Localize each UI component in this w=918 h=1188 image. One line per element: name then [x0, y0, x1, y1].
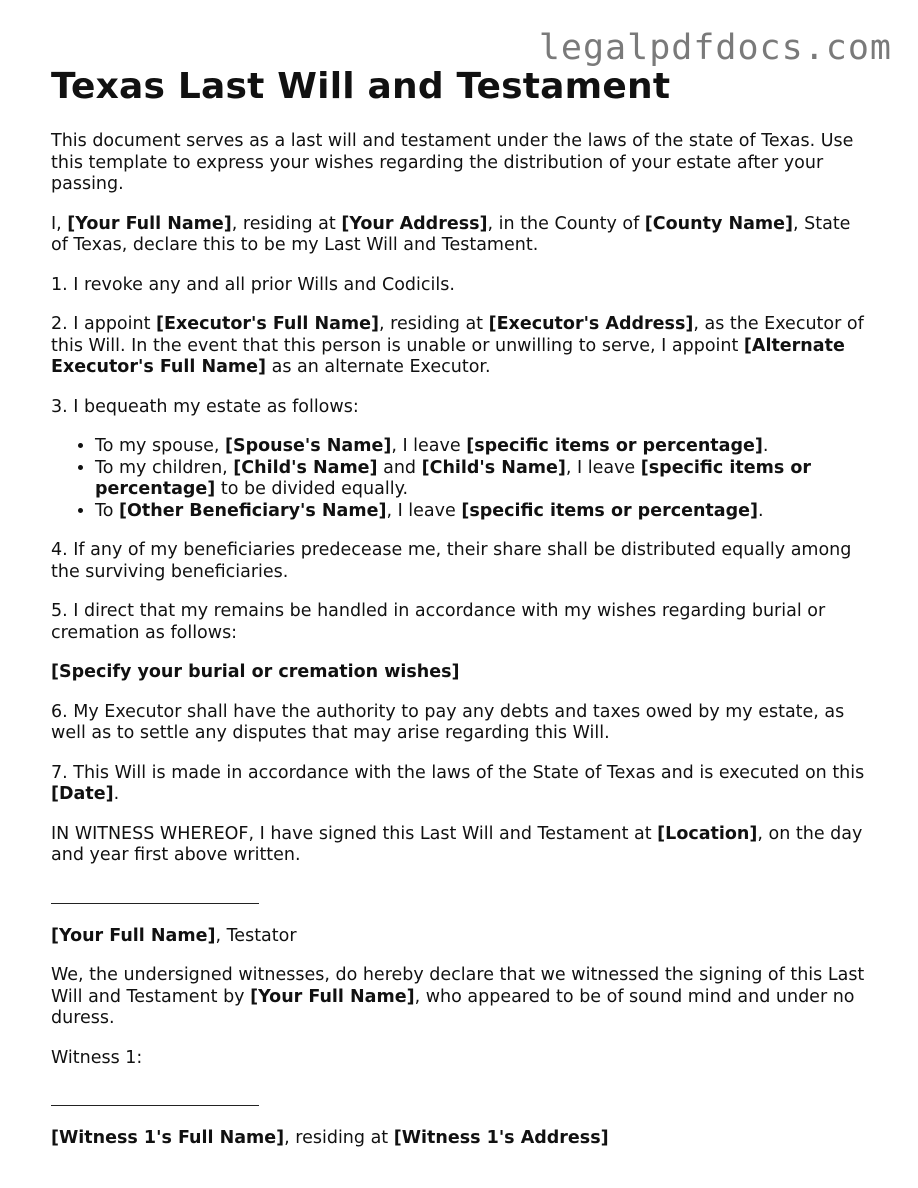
bequest-other: • To [Other Beneficiary's Name], I leave [specific items or percentage]. [95, 501, 866, 523]
clause-7: 7. This Will is made in accordance with the laws of the State of Texas and is executed on this [Date]. [51, 762, 865, 804]
watermark: legalpdfdocs.com [538, 28, 892, 68]
witness-1-label: Witness 1: [51, 1047, 143, 1068]
testator-name-placeholder: [Your Full Name] [67, 213, 232, 234]
page-title: Texas Last Will and Testament [51, 66, 671, 107]
testator-signature-label: [Your Full Name], Testator [51, 925, 297, 946]
alternate-executor-placeholder: [Alternate Executor's Full Name] [51, 335, 845, 377]
clause-3: 3. I bequeath my estate as follows: [51, 396, 359, 417]
burial-wishes-placeholder: [Specify your burial or cremation wishes] [51, 662, 460, 682]
clause-4: 4. If any of my beneficiaries predecease me, their share shall be distributed equally among the surviving beneficiaries. [51, 540, 852, 582]
address-placeholder: [Your Address] [341, 213, 488, 234]
bequest-children: • To my children, [Child's Name] and [Child's Name], I leave [specific items or percentage] to be divided equally. [95, 458, 866, 501]
attestation-paragraph: We, the undersigned witnesses, do hereby declare that we witnessed the signing of this Last Will and Testament by [Your Full Name], who appeared to be of sound mind and under no duress. [51, 965, 865, 1028]
witness-clause: IN WITNESS WHEREOF, I have signed this Last Will and Testament at [Location], on the day and year first above written. [51, 823, 863, 865]
clause-5: 5. I direct that my remains be handled in accordance with my wishes regarding burial or cremation as follows: [51, 601, 826, 643]
bequest-list [51, 436, 866, 522]
location-placeholder: [Location] [657, 823, 758, 844]
bequest-spouse: • To my spouse, [Spouse's Name], I leave [specific items or percentage]. [95, 436, 866, 458]
intro-paragraph: This document serves as a last will and testament under the laws of the state of Texas. Use this template to express your wishes regarding the distribution of your estate after your passing. [51, 131, 854, 194]
executor-address-placeholder: [Executor's Address] [488, 314, 694, 334]
document-page [51, 66, 866, 1168]
clause-2: 2. I appoint [Executor's Full Name], residing at [Executor's Address], as the Executor of this Will. In the event that this person is unable or unwilling to serve, I appoint [Alternate Executor's Full Name] as an alternate Executor. [51, 314, 864, 377]
executor-name-placeholder: [Executor's Full Name] [156, 314, 380, 334]
witness-1-signature-label: [Witness 1's Full Name], residing at [Witness 1's Address] [51, 1128, 609, 1148]
clause-1: 1. I revoke any and all prior Wills and Codicils. [51, 274, 455, 295]
county-placeholder: [County Name] [644, 213, 793, 234]
declaration-paragraph: I, [Your Full Name], residing at [Your Address], in the County of [County Name], State of Texas, declare this to be my Last Will and Testament. [51, 213, 851, 255]
clause-6: 6. My Executor shall have the authority to pay any debts and taxes owed by my estate, as well as to settle any disputes that may arise regarding this Will. [51, 701, 845, 743]
witness-1-signature-line[interactable] [51, 1105, 259, 1106]
date-placeholder: [Date] [51, 784, 114, 804]
testator-signature-line[interactable] [51, 903, 259, 904]
